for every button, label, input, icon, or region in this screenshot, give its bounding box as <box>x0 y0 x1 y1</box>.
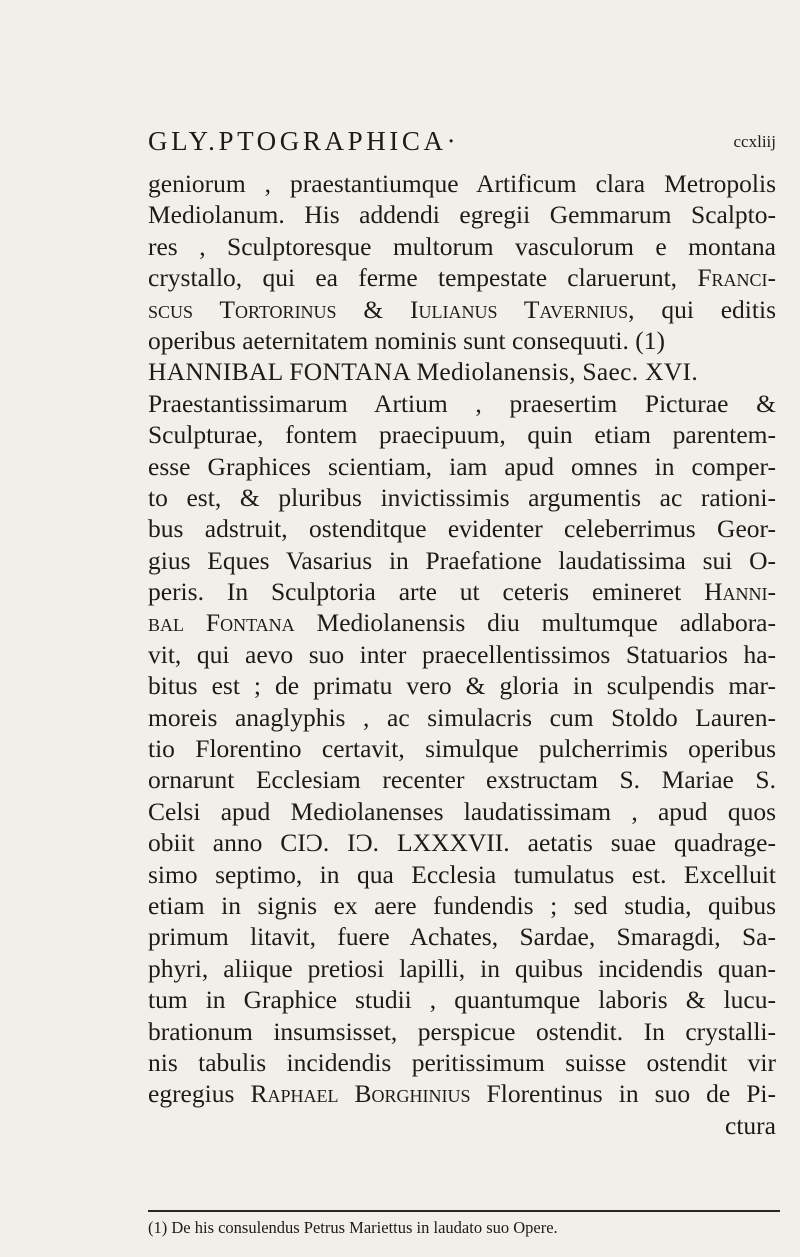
text-line: res , Sculptoresque multorum vasculorum e montana <box>148 231 776 261</box>
text-line: geniorum , praestantiumque Artificum clara Metropolis <box>148 169 776 198</box>
text-line: esse Graphices scientiam, iam apud omnes in comper- <box>148 451 776 481</box>
text-line <box>148 262 776 293</box>
text-line: Celsi apud Mediolanenses laudatissimam , apud quos <box>148 796 776 826</box>
text-line: obiit anno CIƆ. IƆ. LXXXVII. aetatis suae quadrage- <box>148 828 776 858</box>
section-heading: HANNIBAL FONTANA Mediolanensis, Saec. XVI. <box>148 357 699 387</box>
text-line: vit, qui aevo suo inter praecellentissimos Statuarios ha- <box>148 639 776 669</box>
footnote-rule <box>148 1210 780 1212</box>
text-line: bitus est ; de primatu vero & gloria in sculpendis mar- <box>148 671 776 701</box>
text-line: simo septimo, in qua Ecclesia tumulatus est. Excelluit <box>148 859 776 889</box>
text-fragment: egregius <box>148 1079 251 1109</box>
text-fragment: scus <box>148 294 220 324</box>
text-fragment: & <box>336 294 411 324</box>
person-name: Franci- <box>697 263 776 293</box>
catchword: ctura <box>725 1110 776 1140</box>
text-line: primum litavit, fuere Achates, Sardae, Smaragdi, Sa- <box>148 922 776 952</box>
text-line: operibus aeternitatem nominis sunt consequuti. (1) <box>148 325 665 355</box>
text-fragment: , qui editis <box>628 294 776 324</box>
text-line <box>148 607 776 638</box>
text-line: nis tabulis incidendis peritissimum suisse ostendit vir <box>148 1047 776 1077</box>
text-line: bus adstruit, ostenditque evidenter celeberrimus Geor- <box>148 514 776 544</box>
text-line: brationum insumsisset, perspicue ostendit. In crystalli- <box>148 1016 776 1046</box>
person-name: Tortorinus <box>219 294 337 324</box>
main-text <box>148 168 776 1141</box>
person-name: Hanni- <box>704 577 776 607</box>
text-line: Sculpturae, fontem praecipuum, quin etiam parentem- <box>148 420 776 450</box>
text-line <box>148 576 776 607</box>
text-line: tio Florentino certavit, simulque pulcherrimis operibus <box>148 734 776 764</box>
text-line <box>148 1078 776 1109</box>
text-fragment: crystallo, qui ea ferme tempestate claruerunt, <box>148 263 698 293</box>
running-head <box>148 122 776 162</box>
text-line: Praestantissimarum Artium , praesertim Picturae & <box>148 388 776 418</box>
footnote: (1) De his consulendus Petrus Mariettus in laudato suo Opere. <box>148 1218 558 1237</box>
text-line: ornarunt Ecclesiam recenter exstructam S. Mariae S. <box>148 765 776 795</box>
text-fragment: Florentinus in suo de Pi- <box>470 1079 776 1109</box>
text-fragment: peris. In Sculptoria arte ut ceteris emineret <box>148 577 705 607</box>
text-line: tum in Graphice studii , quantumque laboris & lucu- <box>148 985 776 1015</box>
text-line: moreis anaglyphis , ac simulacris cum Stoldo Lauren- <box>148 702 776 732</box>
text-line: phyri, aliique pretiosi lapilli, in quibus incidendis quan- <box>148 953 776 983</box>
text-line <box>148 294 776 325</box>
person-name: Iulianus Tavernius <box>410 294 629 324</box>
text-fragment: Mediolanensis diu multumque adlabora- <box>294 608 776 638</box>
person-name: Raphael Borghinius <box>250 1079 471 1109</box>
person-name: bal Fontana <box>148 608 295 638</box>
text-line: etiam in signis ex aere fundendis ; sed studia, quibus <box>148 890 776 920</box>
text-line: gius Eques Vasarius in Praefatione laudatissima sui O- <box>148 545 776 575</box>
running-title: GLY.PTOGRAPHICA· <box>148 126 460 156</box>
text-line: to est, & pluribus invictissimis argumentis ac rationi- <box>148 482 776 512</box>
page-number: ccxliij <box>733 132 776 151</box>
text-line: Mediolanum. His addendi egregii Gemmarum Scalpto- <box>148 200 776 230</box>
